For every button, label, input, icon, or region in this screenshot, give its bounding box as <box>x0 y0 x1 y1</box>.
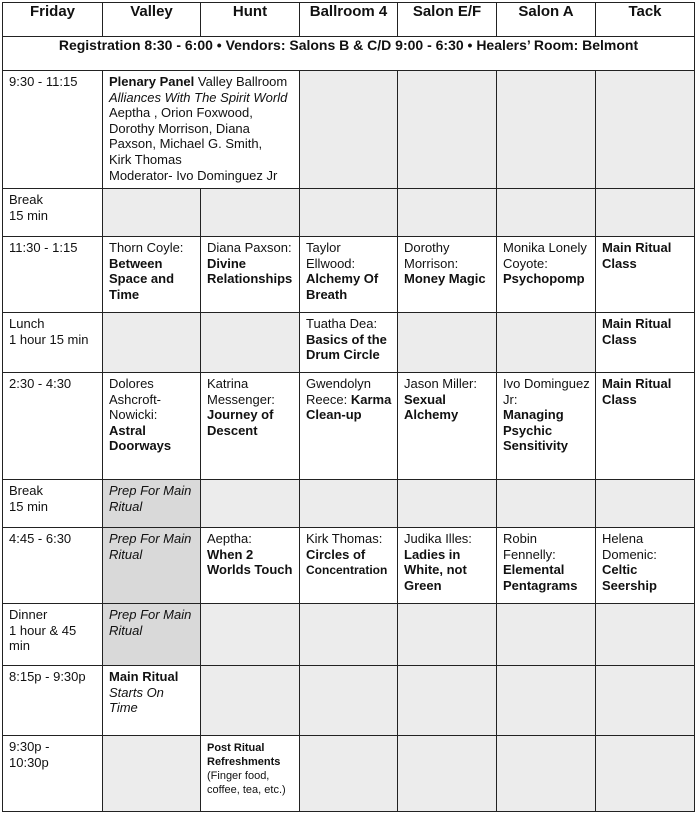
header-row <box>3 3 695 37</box>
session-cell <box>398 528 497 604</box>
time-label: Break 15 min <box>9 192 49 223</box>
session-title: Karma Clean-up <box>306 391 392 423</box>
presenter: Katrina Messenger: <box>207 376 275 407</box>
session-cell <box>497 237 596 313</box>
presenter: Dolores Ashcroft-Nowicki: <box>109 376 162 423</box>
session-title: Psychopomp <box>503 271 585 287</box>
prep-cell <box>103 480 201 528</box>
registration-row <box>3 37 695 71</box>
table-row <box>3 736 695 812</box>
time-cell <box>3 189 103 237</box>
presenter: Tuatha Dea: <box>306 316 378 331</box>
time-cell <box>3 313 103 373</box>
empty-cell <box>596 480 695 528</box>
plenary-panelists: Aeptha , Orion Foxwood, Dorothy Morrison, Diana Paxson, Michael G. Smith, Kirk Thomas <box>109 105 263 167</box>
table-row <box>3 189 695 237</box>
time-cell <box>3 736 103 812</box>
empty-cell <box>201 313 300 373</box>
empty-cell <box>103 736 201 812</box>
empty-cell <box>201 189 300 237</box>
empty-cell <box>398 189 497 237</box>
time-cell <box>3 528 103 604</box>
time-label: Dinner 1 hour & 45 min <box>9 607 77 654</box>
session-cell <box>103 237 201 313</box>
session-cell <box>300 373 398 480</box>
empty-cell <box>103 189 201 237</box>
empty-cell <box>497 71 596 189</box>
time-cell <box>3 666 103 736</box>
session-title: Main Ritual Class <box>602 376 672 407</box>
empty-cell <box>596 736 695 812</box>
session-cell <box>596 373 695 480</box>
header-friday: Friday <box>3 3 103 37</box>
session-title: Circles of <box>306 546 366 562</box>
plenary-title: Plenary Panel <box>109 74 195 89</box>
time-label: 2:30 - 4:30 <box>9 376 72 391</box>
empty-cell <box>398 736 497 812</box>
session-title: Astral Doorways <box>109 422 172 454</box>
refreshments-note: (Finger food, coffee, tea, etc.) <box>207 770 286 796</box>
header-tack: Tack <box>596 3 695 37</box>
session-title: Basics of the Drum Circle <box>306 331 387 363</box>
refreshments-cell <box>201 736 300 812</box>
session-cell <box>201 528 300 604</box>
session-title: Between Space and Time <box>109 255 175 302</box>
session-cell <box>300 528 398 604</box>
table-row <box>3 313 695 373</box>
session-title: Ladies in White, not Green <box>404 546 467 593</box>
empty-cell <box>398 71 497 189</box>
time-label: 11:30 - 1:15 <box>9 240 78 255</box>
session-cell <box>103 373 201 480</box>
header-valley: Valley <box>103 3 201 37</box>
empty-cell <box>398 313 497 373</box>
empty-cell <box>300 480 398 528</box>
session-title: Divine Relationships <box>207 255 293 287</box>
session-title: When 2 Worlds Touch <box>207 546 293 578</box>
registration-banner: Registration 8:30 - 6:00 • Vendors: Salons B & C/D 9:00 - 6:30 • Healers’ Room: Belmont <box>3 37 695 71</box>
empty-cell <box>497 480 596 528</box>
empty-cell <box>300 189 398 237</box>
refreshments-title: Post Ritual Refreshments <box>207 742 281 768</box>
header-salon-a: Salon A <box>497 3 596 37</box>
main-ritual-subtitle: Starts On Time <box>109 684 164 716</box>
time-label: 8:15p - 9:30p <box>9 669 86 684</box>
presenter: Judika Illes: <box>404 531 472 546</box>
table-row <box>3 71 695 189</box>
empty-cell <box>596 604 695 666</box>
table-row <box>3 373 695 480</box>
empty-cell <box>497 736 596 812</box>
empty-cell <box>300 604 398 666</box>
plenary-moderator: Moderator- Ivo Dominguez Jr <box>109 167 278 183</box>
prep-cell <box>103 528 201 604</box>
session-title: Main Ritual Class <box>602 316 672 347</box>
empty-cell <box>103 313 201 373</box>
presenter: Diana Paxson: <box>207 240 292 255</box>
main-ritual-cell <box>103 666 201 736</box>
empty-cell <box>398 666 497 736</box>
session-cell <box>300 237 398 313</box>
schedule-table <box>2 2 695 812</box>
session-cell <box>300 313 398 373</box>
empty-cell <box>398 604 497 666</box>
empty-cell <box>300 71 398 189</box>
session-cell <box>201 237 300 313</box>
empty-cell <box>497 604 596 666</box>
session-title-cont: Concentration <box>306 563 388 578</box>
session-cell <box>497 528 596 604</box>
table-row <box>3 666 695 736</box>
empty-cell <box>201 604 300 666</box>
presenter: Monika Lonely Coyote: <box>503 240 587 271</box>
presenter: Robin Fennelly: <box>503 531 556 562</box>
session-title: Main Ritual Class <box>602 240 672 271</box>
session-cell <box>596 313 695 373</box>
empty-cell <box>201 666 300 736</box>
session-cell <box>201 373 300 480</box>
empty-cell <box>398 480 497 528</box>
time-cell <box>3 237 103 313</box>
empty-cell <box>497 313 596 373</box>
table-row <box>3 528 695 604</box>
time-label: 4:45 - 6:30 <box>9 531 72 546</box>
session-title: Elemental Pentagrams <box>503 562 578 593</box>
prep-label: Prep For Main Ritual <box>109 483 192 514</box>
plenary-subtitle: Alliances With The Spirit World <box>109 89 288 105</box>
presenter: Kirk Thomas: <box>306 531 383 546</box>
presenter: Helena Domenic: <box>602 531 657 562</box>
header-ballroom-4: Ballroom 4 <box>300 3 398 37</box>
empty-cell <box>596 189 695 237</box>
session-cell <box>497 373 596 480</box>
table-row <box>3 237 695 313</box>
session-title: Sexual Alchemy <box>404 391 459 423</box>
presenter: Taylor Ellwood: <box>306 240 356 271</box>
presenter: Ivo Dominguez Jr: <box>503 376 590 407</box>
session-title: Managing Psychic Sensitivity <box>503 407 569 454</box>
empty-cell <box>596 666 695 736</box>
empty-cell <box>497 666 596 736</box>
table-row <box>3 604 695 666</box>
table-row <box>3 480 695 528</box>
plenary-location: Valley Ballroom <box>194 74 288 89</box>
session-cell <box>398 237 497 313</box>
time-cell <box>3 71 103 189</box>
presenter: Thorn Coyle: <box>109 240 184 255</box>
empty-cell <box>497 189 596 237</box>
time-cell <box>3 604 103 666</box>
prep-label: Prep For Main Ritual <box>109 531 192 562</box>
time-label: 9:30 - 11:15 <box>9 74 78 89</box>
empty-cell <box>201 480 300 528</box>
plenary-cell <box>103 71 300 189</box>
time-cell <box>3 373 103 480</box>
time-label: Break 15 min <box>9 483 49 514</box>
header-salon-ef: Salon E/F <box>398 3 497 37</box>
presenter: Gwendolyn Reece: <box>306 376 372 407</box>
session-cell <box>596 237 695 313</box>
prep-label: Prep For Main Ritual <box>109 607 192 638</box>
empty-cell <box>596 71 695 189</box>
presenter: Aeptha: <box>207 531 252 546</box>
time-label: 9:30p - 10:30p <box>9 739 50 770</box>
presenter: Dorothy Morrison: <box>404 240 459 271</box>
presenter: Jason Miller: <box>404 376 477 391</box>
main-ritual-title: Main Ritual <box>109 669 179 684</box>
time-label: Lunch 1 hour 15 min <box>9 316 89 347</box>
session-cell <box>398 373 497 480</box>
empty-cell <box>300 736 398 812</box>
session-title: Money Magic <box>404 271 486 287</box>
prep-cell <box>103 604 201 666</box>
session-title: Journey of Descent <box>207 407 274 438</box>
session-title: Alchemy Of Breath <box>306 271 379 302</box>
time-cell <box>3 480 103 528</box>
empty-cell <box>300 666 398 736</box>
session-cell <box>596 528 695 604</box>
header-hunt: Hunt <box>201 3 300 37</box>
session-title: Celtic Seership <box>602 562 657 593</box>
